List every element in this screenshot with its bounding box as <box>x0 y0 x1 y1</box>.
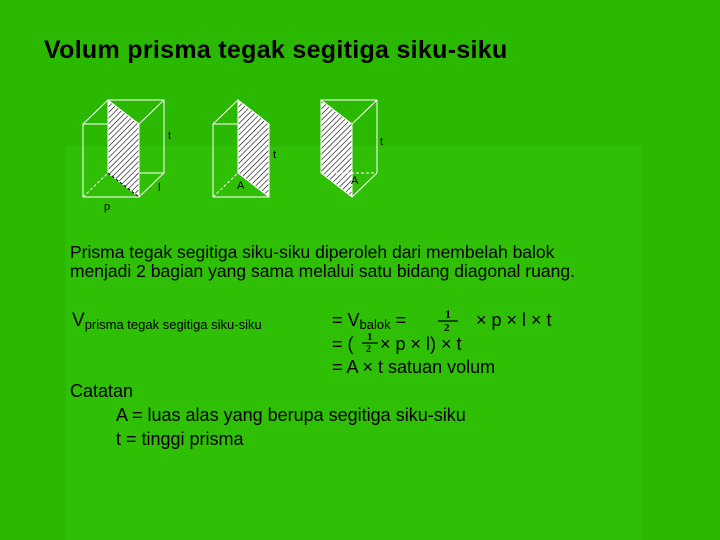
notes-line-2: t = tinggi prisma <box>116 429 244 449</box>
half-fraction-2 <box>360 330 382 354</box>
volume-symbol: V <box>72 310 85 331</box>
notes-heading: Catatan <box>70 381 134 401</box>
svg-text:2: 2 <box>366 344 371 354</box>
row1-eq: = V <box>332 310 360 330</box>
width-label: l <box>158 182 161 194</box>
prism-figures <box>0 0 720 220</box>
box-figure <box>83 100 164 197</box>
svg-text:1: 1 <box>445 307 451 321</box>
row1-subscript: balok <box>359 317 391 332</box>
row1-mid: = <box>390 310 407 330</box>
volume-lhs <box>72 310 262 332</box>
right-prism-base-label: A <box>351 175 359 187</box>
svg-text:1: 1 <box>367 331 373 343</box>
description-line-1: Prisma tegak segitiga siku-siku diperoleh dari membelah balok <box>70 242 555 262</box>
formula-row-3: = A × t satuan volum <box>332 357 496 377</box>
volume-subscript: prisma tegak segitiga siku-siku <box>84 317 262 332</box>
row2-tail: × p × l) × t <box>380 334 462 354</box>
svg-text:2: 2 <box>444 322 450 332</box>
half-fraction-1 <box>436 306 462 332</box>
notes-line-1: A = luas alas yang berupa segitiga siku-siku <box>116 405 466 425</box>
right-prism-height-label: t <box>380 136 384 148</box>
left-prism-height-label: t <box>273 149 277 161</box>
row1-tail: × p × l × t <box>476 310 552 330</box>
right-prism-figure <box>321 100 377 197</box>
page-title: Volum prisma tegak segitiga siku-siku <box>44 36 508 64</box>
left-prism-base-label: A <box>237 180 245 192</box>
length-label: p <box>104 201 111 213</box>
height-label: t <box>168 130 172 142</box>
formula-row-1 <box>332 310 406 332</box>
description-line-2: menjadi 2 bagian yang sama melalui satu bidang diagonal ruang. <box>70 261 575 281</box>
row2-start: = ( <box>332 334 354 354</box>
